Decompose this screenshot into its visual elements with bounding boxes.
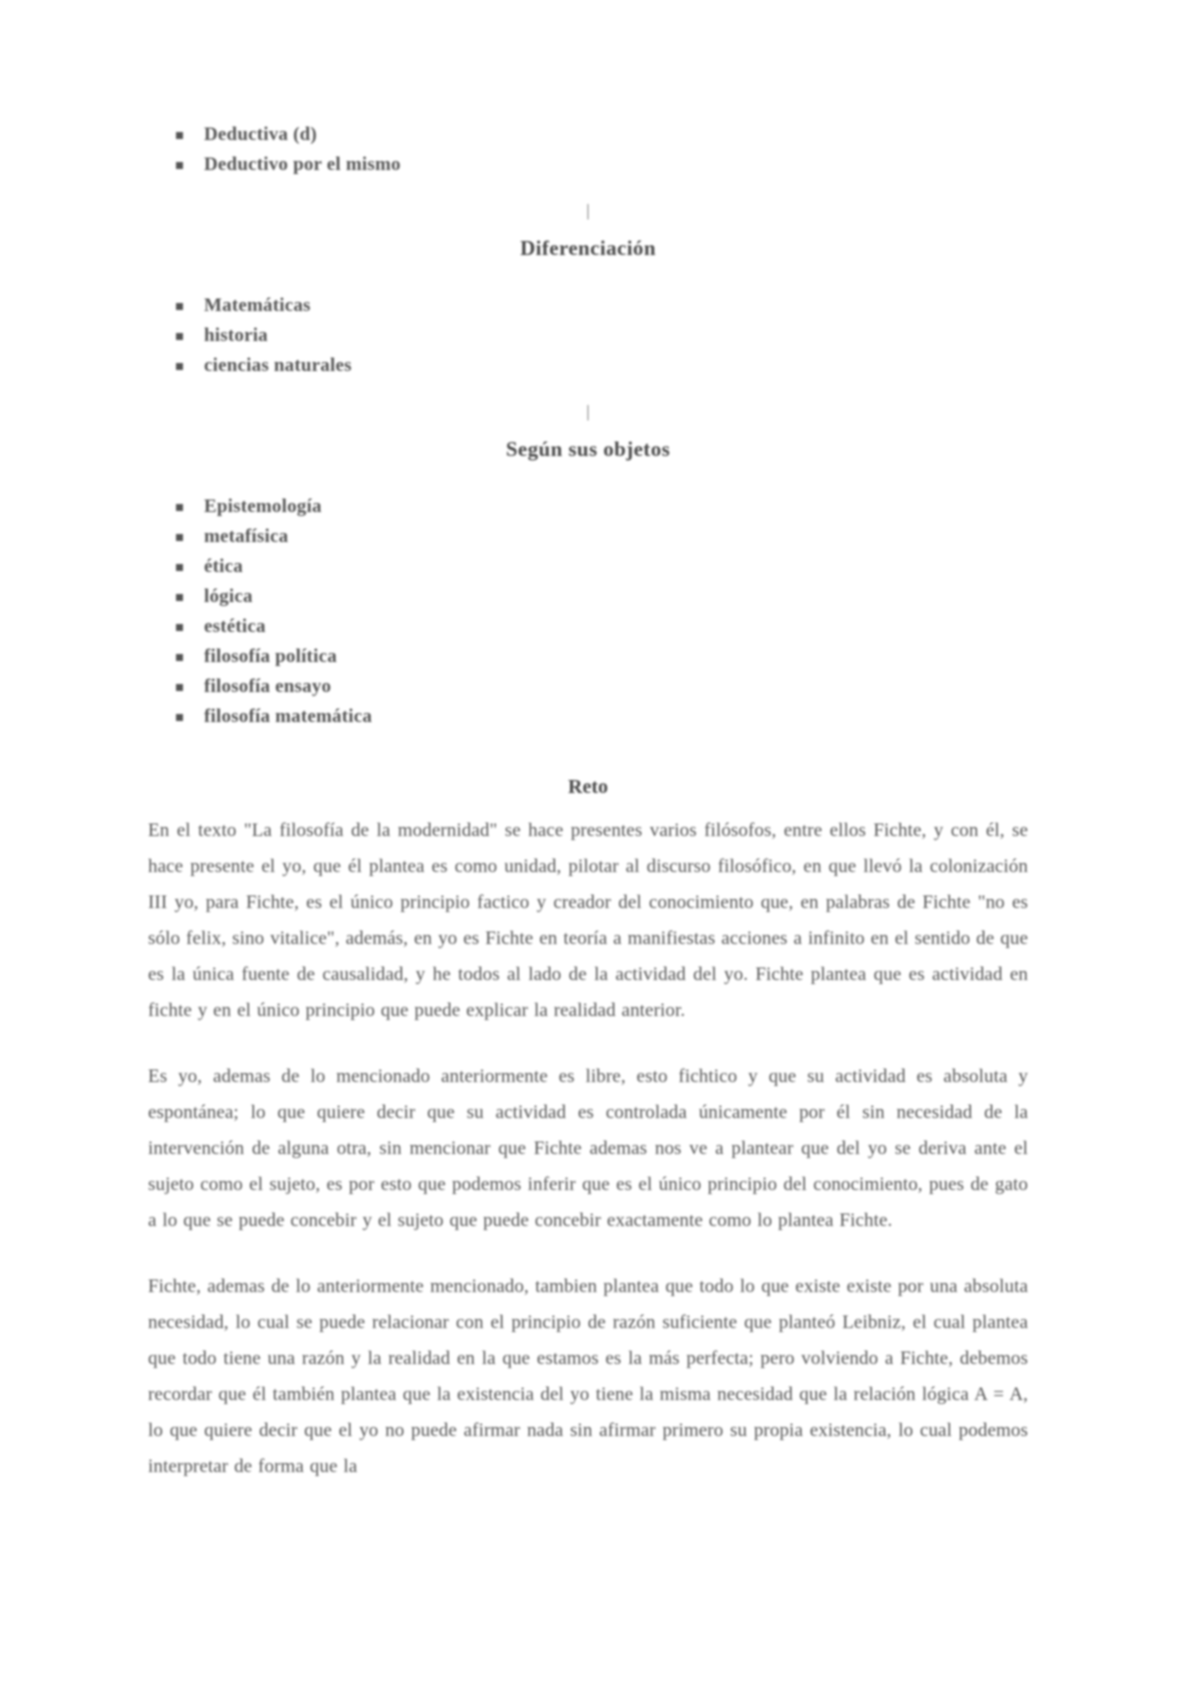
divider-bar-segun-objetos: | [586,402,590,421]
list-item [148,522,1028,552]
list-item [148,642,1028,672]
spacer [148,381,1028,403]
list-item [148,582,1028,612]
spacer [148,180,1028,202]
list-item [148,702,1028,732]
list-item [148,492,1028,522]
spacer [148,261,1028,291]
spacer [148,421,1028,437]
list-item [148,291,1028,321]
section-heading-diferenciacion: Diferenciación [520,236,656,260]
list-item-label: ciencias naturales [204,355,352,376]
list-item-label: lógica [204,586,253,607]
essay-paragraph: En el texto "La filosofía de la modernidad" se hace presentes varios filósofos, entre ellos Fichte, y con él, se hace presente el yo, que él plantea es como unidad, pilotar al discurso filosófico, en que llevó la colonización III yo, para Fichte, es el único principio factico y creador del conocimiento que, en palabras de Fichte "no es sólo felix, sino vitalice", además, en yo es Fichte en teoría a manifiestas acciones a infinito en el sentido de que es la única fuente de causalidad, y he todos al lado de la actividad del yo. Fichte plantea que es actividad en fichte y en el único principio que puede explicar la realidad anterior. [148,820,1028,1021]
list-item [148,120,1028,150]
list-item-label: Matemáticas [204,295,311,316]
list-item-label: Deductiva (d) [204,124,317,145]
divider-bar-diferenciacion: | [586,201,590,220]
list-item-label: metafísica [204,526,289,547]
list-item-label: Epistemología [204,496,322,517]
list-item-label: estética [204,616,266,637]
list-item-label: ética [204,556,243,577]
essay-paragraph: Es yo, ademas de lo mencionado anteriormente es libre, esto fichtico y que su actividad es absoluta y espontánea; lo que quiere decir que su actividad es controlada únicamente por él sin necesidad de la intervención de alguna otra, sin mencionar que Fichte ademas nos ve a plantear que del yo se deriva ante el sujeto como el sujeto, es por esto que podemos inferir que es el único principio del conocimiento, pues de gato a lo que se puede concebir y el sujeto que puede concebir exactamente como lo plantea Fichte. [148,1066,1028,1231]
list-item-label: filosofía ensayo [204,676,332,697]
essay-title: Reto [568,776,608,798]
bullet-list-segun-objetos [148,492,1028,732]
spacer [148,462,1028,492]
list-item [148,552,1028,582]
list-item-label: historia [204,325,268,346]
list-item [148,672,1028,702]
list-item-label: Deductivo por el mismo [204,154,401,175]
list-item [148,150,1028,180]
section-heading-segun-objetos: Según sus objetos [505,437,671,461]
list-item-label: filosofía matemática [204,706,373,727]
list-item [148,612,1028,642]
spacer [148,220,1028,236]
essay-paragraph: Fichte, ademas de lo anteriormente mencionado, tambien plantea que todo lo que existe existe por una absoluta necesidad, lo cual se puede relacionar con el principio de razón suficiente que planteó Leibniz, el cual plantea que todo tiene una razón y la realidad en la que estamos es la más perfecta; pero volviendo a Fichte, debemos recordar que él también plantea que la existencia del yo tiene la misma necesidad que la relación lógica A = A, lo que quiere decir que el yo no puede afirmar nada sin afirmar primero su propia existencia, lo cual podemos interpretar de forma que la [148,1276,1028,1477]
document-content [148,120,1028,1515]
list-item [148,351,1028,381]
spacer [148,732,1028,776]
list-item [148,321,1028,351]
bullet-list-diferenciacion [148,291,1028,381]
bullet-list-top [148,120,1028,180]
list-item-label: filosofía política [204,646,337,667]
